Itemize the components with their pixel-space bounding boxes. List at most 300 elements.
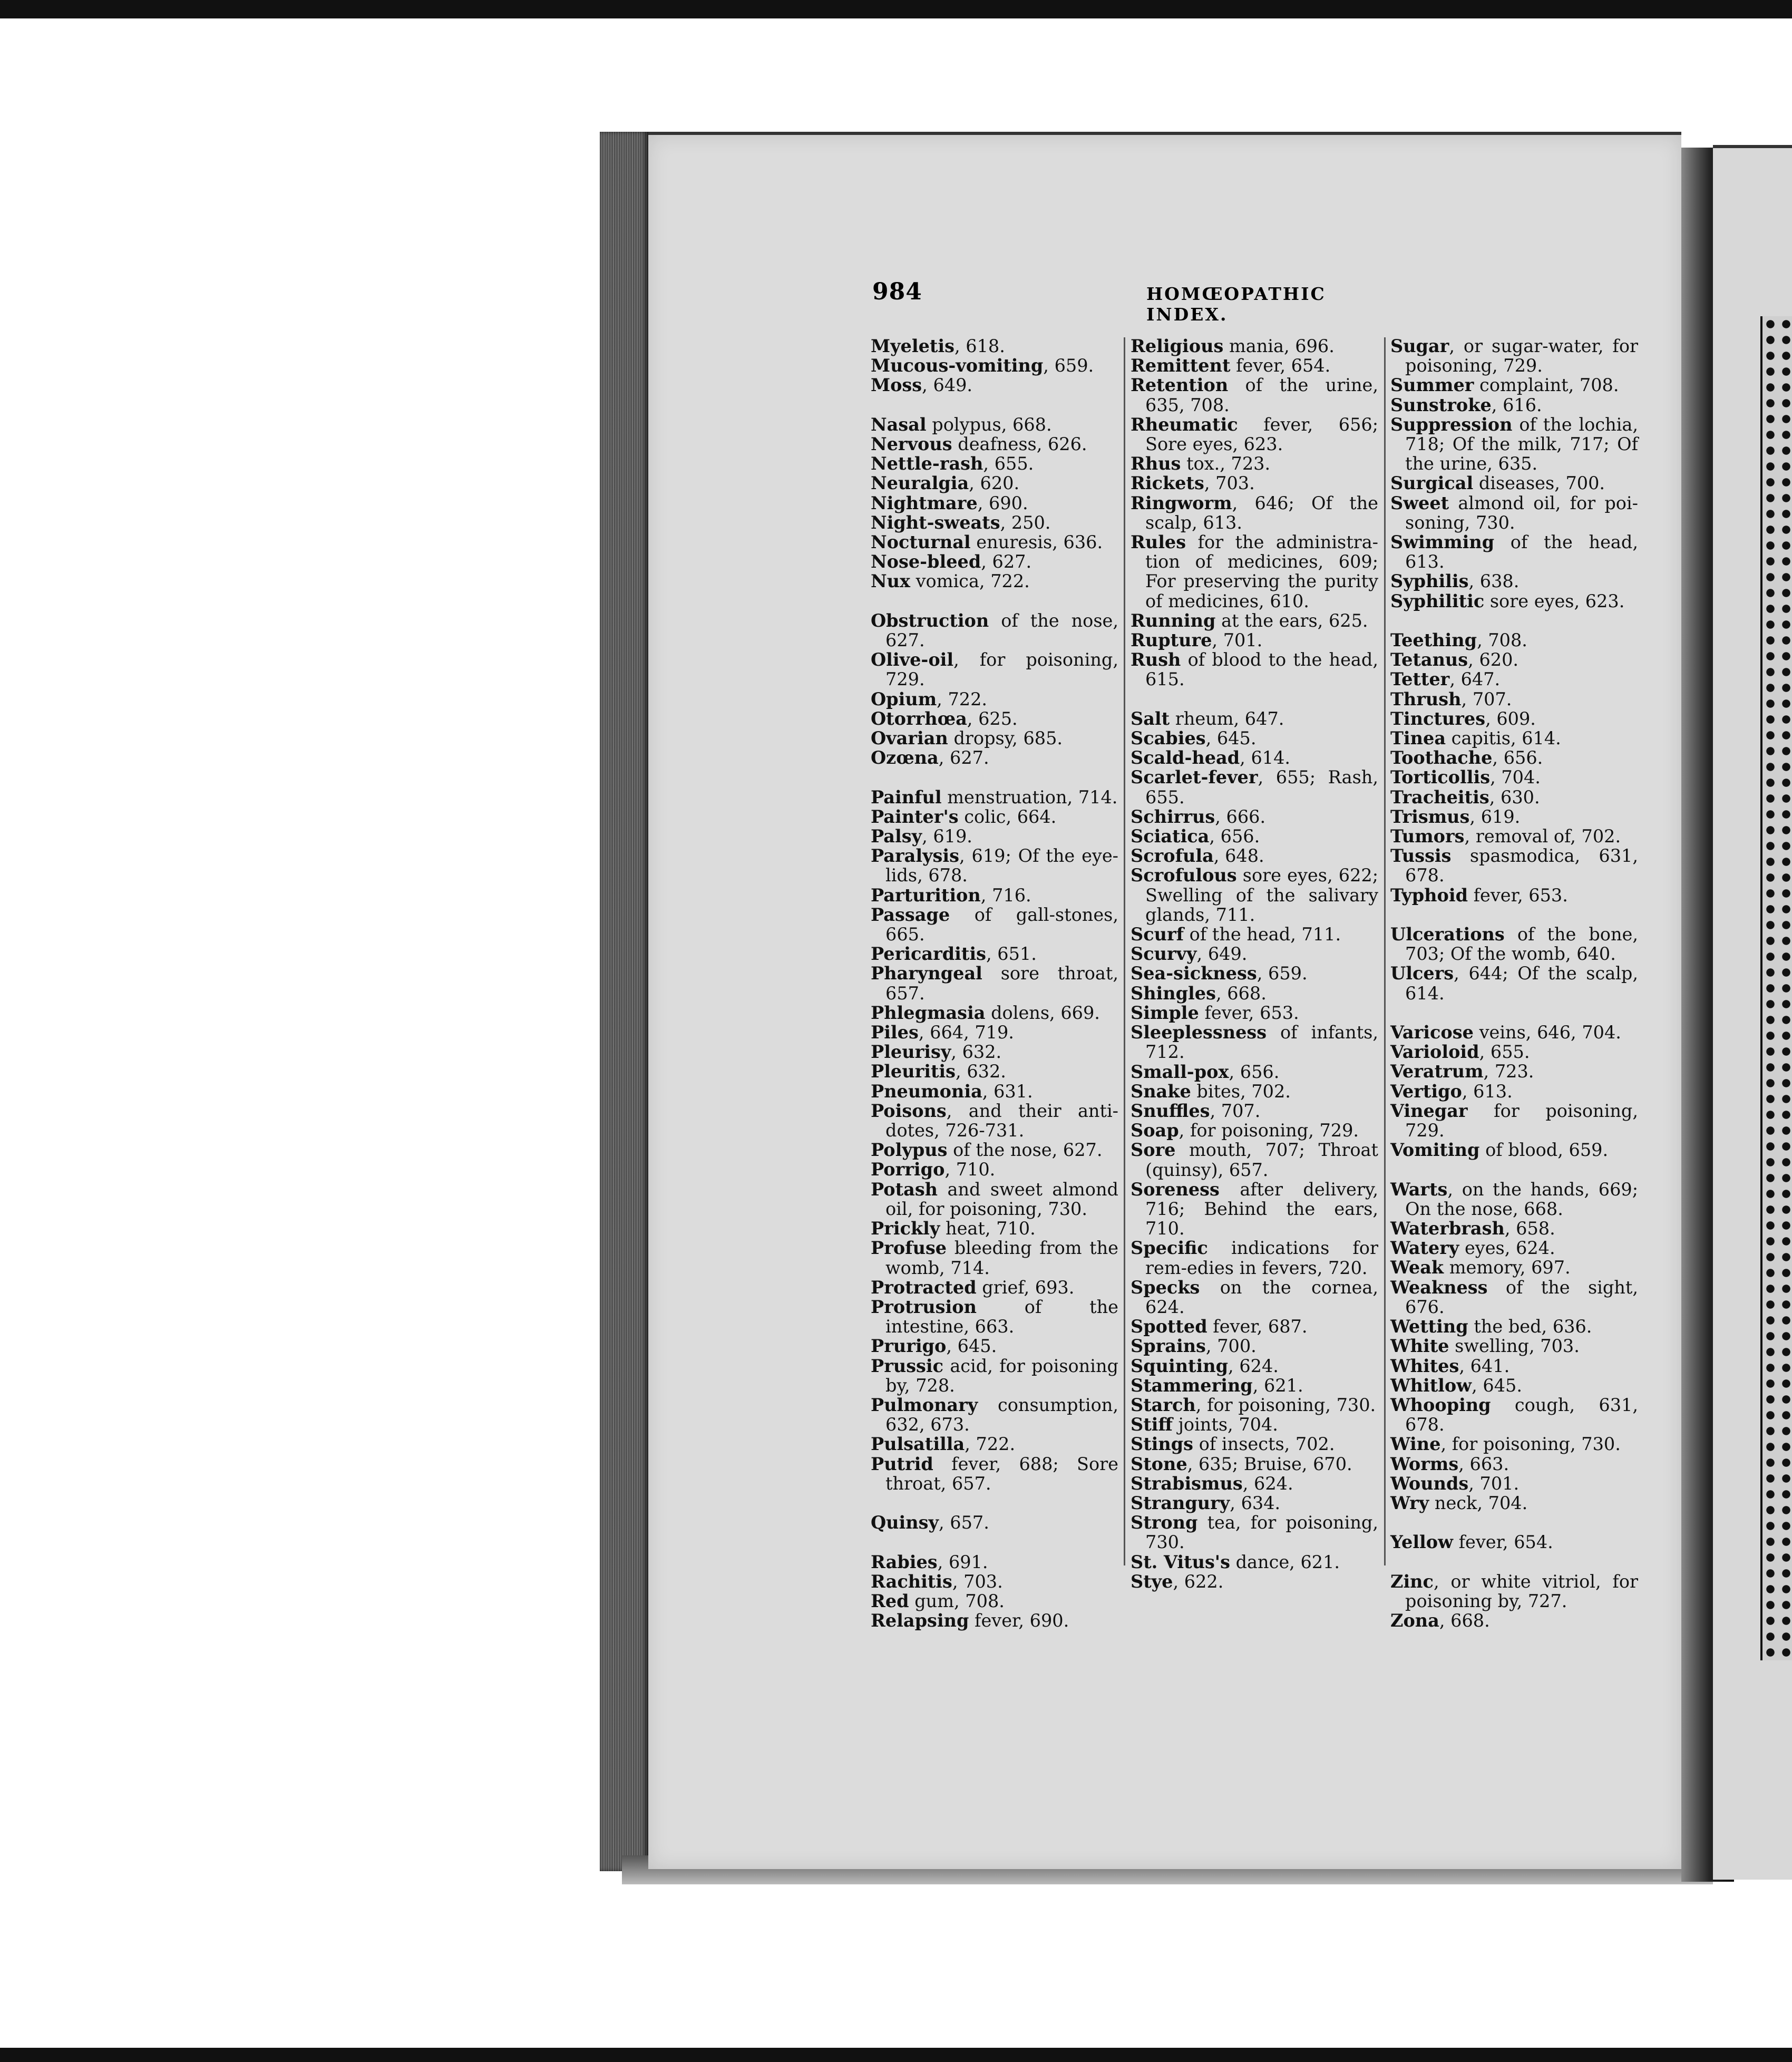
book-page-edges — [600, 132, 648, 1871]
index-term: Nocturnal — [871, 532, 971, 553]
index-entry — [1131, 865, 1378, 925]
index-references: , 664, 719. — [918, 1022, 1014, 1043]
index-entry — [1131, 1121, 1378, 1140]
index-entry — [1390, 964, 1638, 1003]
index-term: Starch — [1131, 1394, 1196, 1415]
index-term: Quinsy — [871, 1512, 939, 1533]
index-term: Surgical — [1390, 473, 1474, 494]
index-term: Rickets — [1131, 473, 1204, 494]
index-references: tox., 723. — [1181, 453, 1271, 474]
index-references: , 645. — [1205, 728, 1257, 749]
index-entry — [871, 1101, 1118, 1140]
index-references: fever, 687. — [1207, 1316, 1308, 1337]
index-references: veins, 646, 704. — [1473, 1022, 1621, 1043]
index-references: , 647. — [1449, 669, 1501, 690]
index-entry — [871, 1180, 1118, 1219]
index-term: Vomiting — [1390, 1140, 1480, 1161]
index-term: Rules — [1131, 532, 1186, 553]
index-references: , or sugar-water, for poisoning, 729. — [1405, 336, 1638, 376]
index-entry — [1390, 925, 1638, 964]
index-references: , 655. — [1479, 1042, 1530, 1063]
index-references: , 632. — [956, 1061, 1006, 1082]
index-references: for poisoning, 729. — [1405, 1100, 1638, 1141]
index-references: deafness, 626. — [952, 434, 1087, 454]
index-entry — [871, 886, 1118, 905]
index-references: grief, 693. — [976, 1277, 1075, 1298]
index-references: of the bone, 703; Of the womb, 640. — [1405, 924, 1638, 965]
index-gap — [871, 1493, 1118, 1513]
index-term: Piles — [871, 1022, 919, 1043]
index-references: mouth, 707; Throat (quinsy), 657. — [1145, 1140, 1378, 1180]
index-references: , 648. — [1213, 845, 1264, 867]
index-gap — [871, 767, 1118, 787]
index-term: Stiff — [1131, 1414, 1173, 1435]
index-entry — [1131, 375, 1378, 414]
index-entry — [1131, 1082, 1378, 1101]
index-entry — [1131, 630, 1378, 650]
index-entry — [1390, 532, 1638, 571]
index-entry — [871, 434, 1118, 454]
index-term: Night-sweats — [871, 512, 1000, 533]
index-term: Moss — [871, 375, 922, 396]
index-entry — [871, 1042, 1118, 1062]
index-term: Tracheitis — [1390, 786, 1489, 808]
index-entry — [871, 826, 1118, 846]
index-references: , 701. — [1468, 1473, 1520, 1494]
index-entry — [1390, 1532, 1638, 1552]
index-term: Sore — [1131, 1140, 1176, 1161]
index-references: of the nose, 627. — [885, 610, 1118, 651]
index-references: , 616. — [1491, 394, 1542, 415]
index-references: almond oil, for poi-soning, 730. — [1405, 492, 1638, 533]
index-term: Tussis — [1390, 845, 1452, 867]
index-references: fever, 690. — [969, 1610, 1069, 1631]
index-entry — [871, 905, 1118, 944]
index-term: Sweet — [1390, 492, 1449, 513]
index-references: , 704. — [1490, 767, 1541, 788]
index-entry — [1131, 336, 1378, 356]
index-references: , on the hands, 669; On the nose, 668. — [1405, 1179, 1638, 1219]
index-entry — [1131, 925, 1378, 944]
index-term: Remittent — [1131, 355, 1231, 376]
index-term: Prurigo — [871, 1336, 947, 1357]
index-references: tea, for poisoning, 730. — [1145, 1512, 1378, 1553]
index-entry — [1131, 1336, 1378, 1356]
index-term: White — [1390, 1336, 1449, 1357]
index-references: , 645. — [946, 1336, 997, 1357]
index-column-3 — [1390, 336, 1638, 1630]
index-term: Porrigo — [871, 1159, 945, 1180]
index-entry — [1131, 767, 1378, 806]
index-references: , 618. — [954, 336, 1005, 356]
index-term: Typhoid — [1390, 884, 1468, 906]
index-term: Painful — [871, 786, 942, 808]
index-term: Parturition — [871, 884, 981, 906]
index-references: , 708. — [1477, 630, 1527, 651]
index-entry — [871, 709, 1118, 728]
index-term: Toothache — [1390, 747, 1493, 769]
index-entry — [1390, 807, 1638, 826]
index-references: , 645. — [1472, 1375, 1522, 1396]
index-entry — [1390, 1611, 1638, 1630]
index-entry — [1131, 944, 1378, 964]
index-references: sore throat, 657. — [885, 963, 1118, 1004]
index-entry — [1390, 1042, 1638, 1062]
index-references: , for poisoning, 730. — [1195, 1394, 1376, 1415]
index-term: Nightmare — [871, 492, 978, 513]
index-entry — [871, 375, 1118, 395]
index-references: , 613. — [1462, 1081, 1513, 1102]
index-term: Pericarditis — [871, 944, 986, 965]
index-entry — [1131, 984, 1378, 1003]
index-references: dropsy, 685. — [948, 728, 1063, 749]
index-entry — [1390, 650, 1638, 669]
index-entry — [1390, 1474, 1638, 1493]
index-term: Sunstroke — [1390, 394, 1492, 415]
index-term: Profuse — [871, 1238, 947, 1259]
index-references: , 703. — [952, 1571, 1003, 1592]
index-term: Varicose — [1390, 1022, 1474, 1043]
index-references: heat, 710. — [940, 1218, 1036, 1239]
index-entry — [871, 1023, 1118, 1042]
index-entry — [1131, 748, 1378, 767]
index-term: Yellow — [1390, 1532, 1453, 1553]
index-references: , 250. — [1000, 512, 1051, 533]
index-references: , 707. — [1461, 688, 1512, 709]
index-term: Simple — [1131, 1002, 1199, 1023]
index-references: consumption, 632, 673. — [885, 1394, 1118, 1435]
index-references: dance, 621. — [1230, 1551, 1340, 1572]
index-term: Specks — [1131, 1277, 1200, 1298]
index-gap — [1390, 905, 1638, 925]
index-term: Rheumatic — [1131, 414, 1238, 435]
index-entry — [871, 1140, 1118, 1160]
index-term: Prussic — [871, 1355, 944, 1376]
index-references: , 703. — [1204, 473, 1255, 494]
index-term: Strangury — [1131, 1492, 1230, 1513]
index-term: Ovarian — [871, 728, 948, 749]
index-entry — [871, 1238, 1118, 1277]
index-references: , 630. — [1489, 786, 1540, 808]
index-term: Teething — [1390, 630, 1477, 651]
index-term: Nervous — [871, 434, 952, 454]
index-entry — [1131, 1493, 1378, 1513]
index-term: Protracted — [871, 1277, 977, 1298]
index-references: , 655; Rash, 655. — [1145, 767, 1378, 808]
index-references: , 644; Of the scalp, 614. — [1405, 963, 1638, 1004]
index-entry — [1131, 1474, 1378, 1493]
index-entry — [1131, 493, 1378, 532]
index-entry — [1131, 1395, 1378, 1415]
index-entry — [1390, 1395, 1638, 1434]
index-entry — [1390, 1572, 1638, 1611]
index-term: Specific — [1131, 1238, 1208, 1259]
index-references: , for poisoning, 730. — [1440, 1434, 1621, 1455]
index-term: Soreness — [1131, 1179, 1220, 1200]
index-entry — [1390, 728, 1638, 748]
index-entry — [871, 611, 1118, 650]
index-entry — [1131, 1278, 1378, 1317]
index-term: Snake — [1131, 1081, 1191, 1102]
index-references: indications for rem-edies in fevers, 720. — [1145, 1238, 1378, 1278]
index-term: Religious — [1131, 336, 1224, 356]
index-gap — [1390, 1003, 1638, 1023]
index-references: , 646; Of the scalp, 613. — [1145, 492, 1378, 533]
index-entry — [1390, 669, 1638, 689]
index-references: capitis, 614. — [1446, 728, 1561, 749]
index-references: , 620. — [969, 473, 1020, 494]
index-references: polypus, 668. — [926, 414, 1052, 435]
index-entry — [871, 473, 1118, 493]
index-term: Pulsatilla — [871, 1434, 965, 1455]
index-references: , 619. — [1469, 806, 1521, 827]
index-entry — [1390, 1454, 1638, 1474]
index-references: , 668. — [1439, 1610, 1490, 1631]
index-entry — [1390, 1278, 1638, 1317]
index-references: , 701. — [1212, 630, 1263, 651]
index-term: Summer — [1390, 375, 1474, 396]
index-references: , or white vitriol, for poisoning by, 727. — [1405, 1571, 1638, 1611]
index-term: Soap — [1131, 1120, 1179, 1141]
index-entry — [1131, 1101, 1378, 1121]
index-references: of gall-stones, 665. — [885, 904, 1118, 945]
index-term: Obstruction — [871, 610, 989, 631]
index-term: Scurvy — [1131, 944, 1197, 965]
index-references: on the cornea, 624. — [1145, 1277, 1378, 1317]
index-references: , 622. — [1173, 1571, 1224, 1592]
index-term: Syphilis — [1390, 571, 1469, 592]
index-references: , 722. — [965, 1434, 1016, 1455]
index-term: Opium — [871, 688, 937, 709]
index-references: fever, 653. — [1199, 1002, 1299, 1023]
index-term: Warts — [1390, 1179, 1448, 1200]
index-term: Potash — [871, 1179, 938, 1200]
index-term: Snuffles — [1131, 1100, 1210, 1121]
index-entry — [871, 1552, 1118, 1572]
index-term: Poisons — [871, 1100, 947, 1121]
index-references: of the intestine, 663. — [885, 1296, 1118, 1337]
index-references: fever, 654. — [1453, 1532, 1553, 1553]
index-entry — [1390, 375, 1638, 395]
index-entry — [871, 1513, 1118, 1532]
index-references: fever, 656; Sore eyes, 623. — [1145, 414, 1378, 455]
index-term: Mucous-vomiting — [871, 355, 1044, 376]
index-column-1 — [871, 336, 1118, 1630]
index-term: Schirrus — [1131, 806, 1215, 827]
index-term: Rush — [1131, 649, 1181, 670]
index-references: , 707. — [1210, 1100, 1261, 1121]
index-references: , 649. — [922, 375, 973, 396]
index-entry — [1131, 1454, 1378, 1474]
index-term: Pneumonia — [871, 1081, 982, 1102]
index-entry — [1390, 1140, 1638, 1160]
page-number: 984 — [872, 278, 922, 305]
index-references: , 619. — [922, 826, 972, 847]
index-term: Red — [871, 1590, 909, 1611]
index-term: Ulcers — [1390, 963, 1454, 984]
index-term: Myeletis — [871, 336, 955, 356]
index-entry — [871, 944, 1118, 964]
index-entry — [1390, 787, 1638, 807]
index-references: diseases, 700. — [1473, 473, 1605, 494]
index-references: , 609. — [1485, 708, 1536, 729]
index-term: Weakness — [1390, 1277, 1488, 1298]
index-entry — [1131, 611, 1378, 630]
index-references: fever, 653. — [1468, 884, 1568, 906]
index-entry — [871, 1611, 1118, 1630]
index-term: Zona — [1390, 1610, 1439, 1631]
index-gap — [1390, 1552, 1638, 1572]
index-term: Syphilitic — [1390, 590, 1485, 611]
index-entry — [1131, 532, 1378, 611]
index-references: colic, 664. — [958, 806, 1057, 827]
index-term: Sugar — [1390, 336, 1449, 356]
index-term: Strabismus — [1131, 1473, 1243, 1494]
index-term: Tumors — [1390, 826, 1465, 847]
index-term: Sea-sickness — [1131, 963, 1257, 984]
index-references: eyes, 624. — [1459, 1238, 1555, 1259]
index-term: Sciatica — [1131, 826, 1210, 847]
index-term: Neuralgia — [871, 473, 969, 494]
index-entry — [871, 493, 1118, 513]
index-term: Ozœna — [871, 747, 939, 769]
index-term: Stye — [1131, 1571, 1173, 1592]
index-term: Rupture — [1131, 630, 1212, 651]
index-term: Rhus — [1131, 453, 1181, 474]
index-entry — [1131, 356, 1378, 375]
index-entry — [871, 1278, 1118, 1297]
index-entry — [871, 571, 1118, 591]
index-term: Pulmonary — [871, 1394, 978, 1415]
index-references: , 614. — [1240, 747, 1291, 769]
index-references: the bed, 636. — [1468, 1316, 1592, 1337]
index-term: Relapsing — [871, 1610, 969, 1631]
index-term: Scurf — [1131, 924, 1184, 945]
index-term: Scabies — [1131, 728, 1206, 749]
index-entry — [1131, 1376, 1378, 1395]
index-entry — [1390, 630, 1638, 650]
index-entry — [871, 1356, 1118, 1395]
index-references: vomica, 722. — [910, 571, 1030, 592]
index-entry — [871, 1591, 1118, 1611]
index-term: Shingles — [1131, 983, 1216, 1004]
column-rule — [1384, 337, 1386, 1565]
index-references: of the urine, 635, 708. — [1145, 375, 1378, 415]
index-entry — [871, 552, 1118, 571]
index-entry — [871, 787, 1118, 807]
index-references: , 663. — [1458, 1453, 1509, 1474]
index-gap — [871, 591, 1118, 611]
index-gap — [871, 1532, 1118, 1552]
index-term: Pleuritis — [871, 1061, 956, 1082]
index-entry — [1131, 807, 1378, 826]
index-term: Zinc — [1390, 1571, 1434, 1592]
index-references: , for poisoning, 729. — [885, 649, 1118, 690]
index-references: for the administra-tion of medicines, 609; For preserving the purity of medicines, 610. — [1145, 532, 1378, 611]
index-references: , 627. — [981, 551, 1032, 572]
index-references: dolens, 669. — [985, 1002, 1100, 1023]
index-term: Small-pox — [1131, 1061, 1229, 1082]
index-term: Tinctures — [1390, 708, 1486, 729]
index-term: Paralysis — [871, 845, 959, 867]
index-term: Thrush — [1390, 688, 1462, 709]
index-term: Torticollis — [1390, 767, 1491, 788]
index-term: Scrofulous — [1131, 865, 1237, 886]
index-references: , 691. — [937, 1551, 988, 1572]
index-term: Passage — [871, 904, 950, 925]
index-term: Swimming — [1390, 532, 1495, 553]
index-references: , 659. — [1043, 355, 1094, 376]
index-term: Veratrum — [1390, 1061, 1484, 1082]
index-entry — [1390, 846, 1638, 885]
index-term: Painter's — [871, 806, 959, 827]
index-term: Scrofula — [1131, 845, 1214, 867]
index-references: of the sight, 676. — [1405, 1277, 1638, 1317]
scan-border-top — [0, 0, 1792, 18]
index-term: Ulcerations — [1390, 924, 1505, 945]
index-term: Pharyngeal — [871, 963, 982, 984]
index-term: Polypus — [871, 1140, 948, 1161]
index-entry — [1131, 1003, 1378, 1023]
index-references: , 624. — [1242, 1473, 1293, 1494]
index-references: of the nose, 627. — [947, 1140, 1103, 1161]
index-references: cough, 631, 678. — [1405, 1394, 1638, 1435]
index-gap — [1131, 689, 1378, 709]
index-entry — [1390, 571, 1638, 591]
index-entry — [1390, 1023, 1638, 1042]
index-term: Tinea — [1390, 728, 1446, 749]
index-term: Scald-head — [1131, 747, 1240, 769]
index-entry — [1131, 1238, 1378, 1277]
index-entry — [1131, 650, 1378, 689]
index-entry — [1390, 1376, 1638, 1395]
index-term: Stone — [1131, 1453, 1187, 1474]
index-entry — [871, 1454, 1118, 1493]
index-entry — [1390, 1180, 1638, 1219]
index-entry — [1131, 1513, 1378, 1552]
index-term: Varioloid — [1390, 1042, 1479, 1063]
index-term: Trismus — [1390, 806, 1470, 827]
index-references: bites, 702. — [1191, 1081, 1291, 1102]
index-entry — [1390, 493, 1638, 532]
index-references: rheum, 647. — [1170, 708, 1284, 729]
index-gap — [1390, 1160, 1638, 1179]
index-references: sore eyes, 622; Swelling of the salivary glands, 711. — [1145, 865, 1378, 925]
index-term: Vinegar — [1390, 1100, 1468, 1121]
index-entry — [1131, 1317, 1378, 1336]
index-entry — [871, 336, 1118, 356]
index-term: Tetanus — [1390, 649, 1468, 670]
index-entry — [1390, 1062, 1638, 1081]
index-references: , 635; Bruise, 670. — [1187, 1453, 1352, 1474]
index-entry — [1390, 1493, 1638, 1513]
index-references: , removal of, 702. — [1464, 826, 1621, 847]
index-term: Whitlow — [1390, 1375, 1472, 1396]
index-entry — [1390, 767, 1638, 787]
index-entry — [871, 454, 1118, 473]
index-entry — [871, 964, 1118, 1003]
index-references: , and their anti-dotes, 726-731. — [885, 1100, 1118, 1141]
index-references: , 716. — [980, 884, 1031, 906]
index-term: Watery — [1390, 1238, 1459, 1259]
index-references: enuresis, 636. — [970, 532, 1103, 553]
index-references: , 651. — [986, 944, 1037, 965]
index-term: Weak — [1390, 1257, 1444, 1278]
index-term: Nettle-rash — [871, 453, 983, 474]
index-entry — [871, 1160, 1118, 1179]
index-entry — [871, 807, 1118, 826]
running-title: HOMŒOPATHIC INDEX. — [1146, 284, 1326, 325]
